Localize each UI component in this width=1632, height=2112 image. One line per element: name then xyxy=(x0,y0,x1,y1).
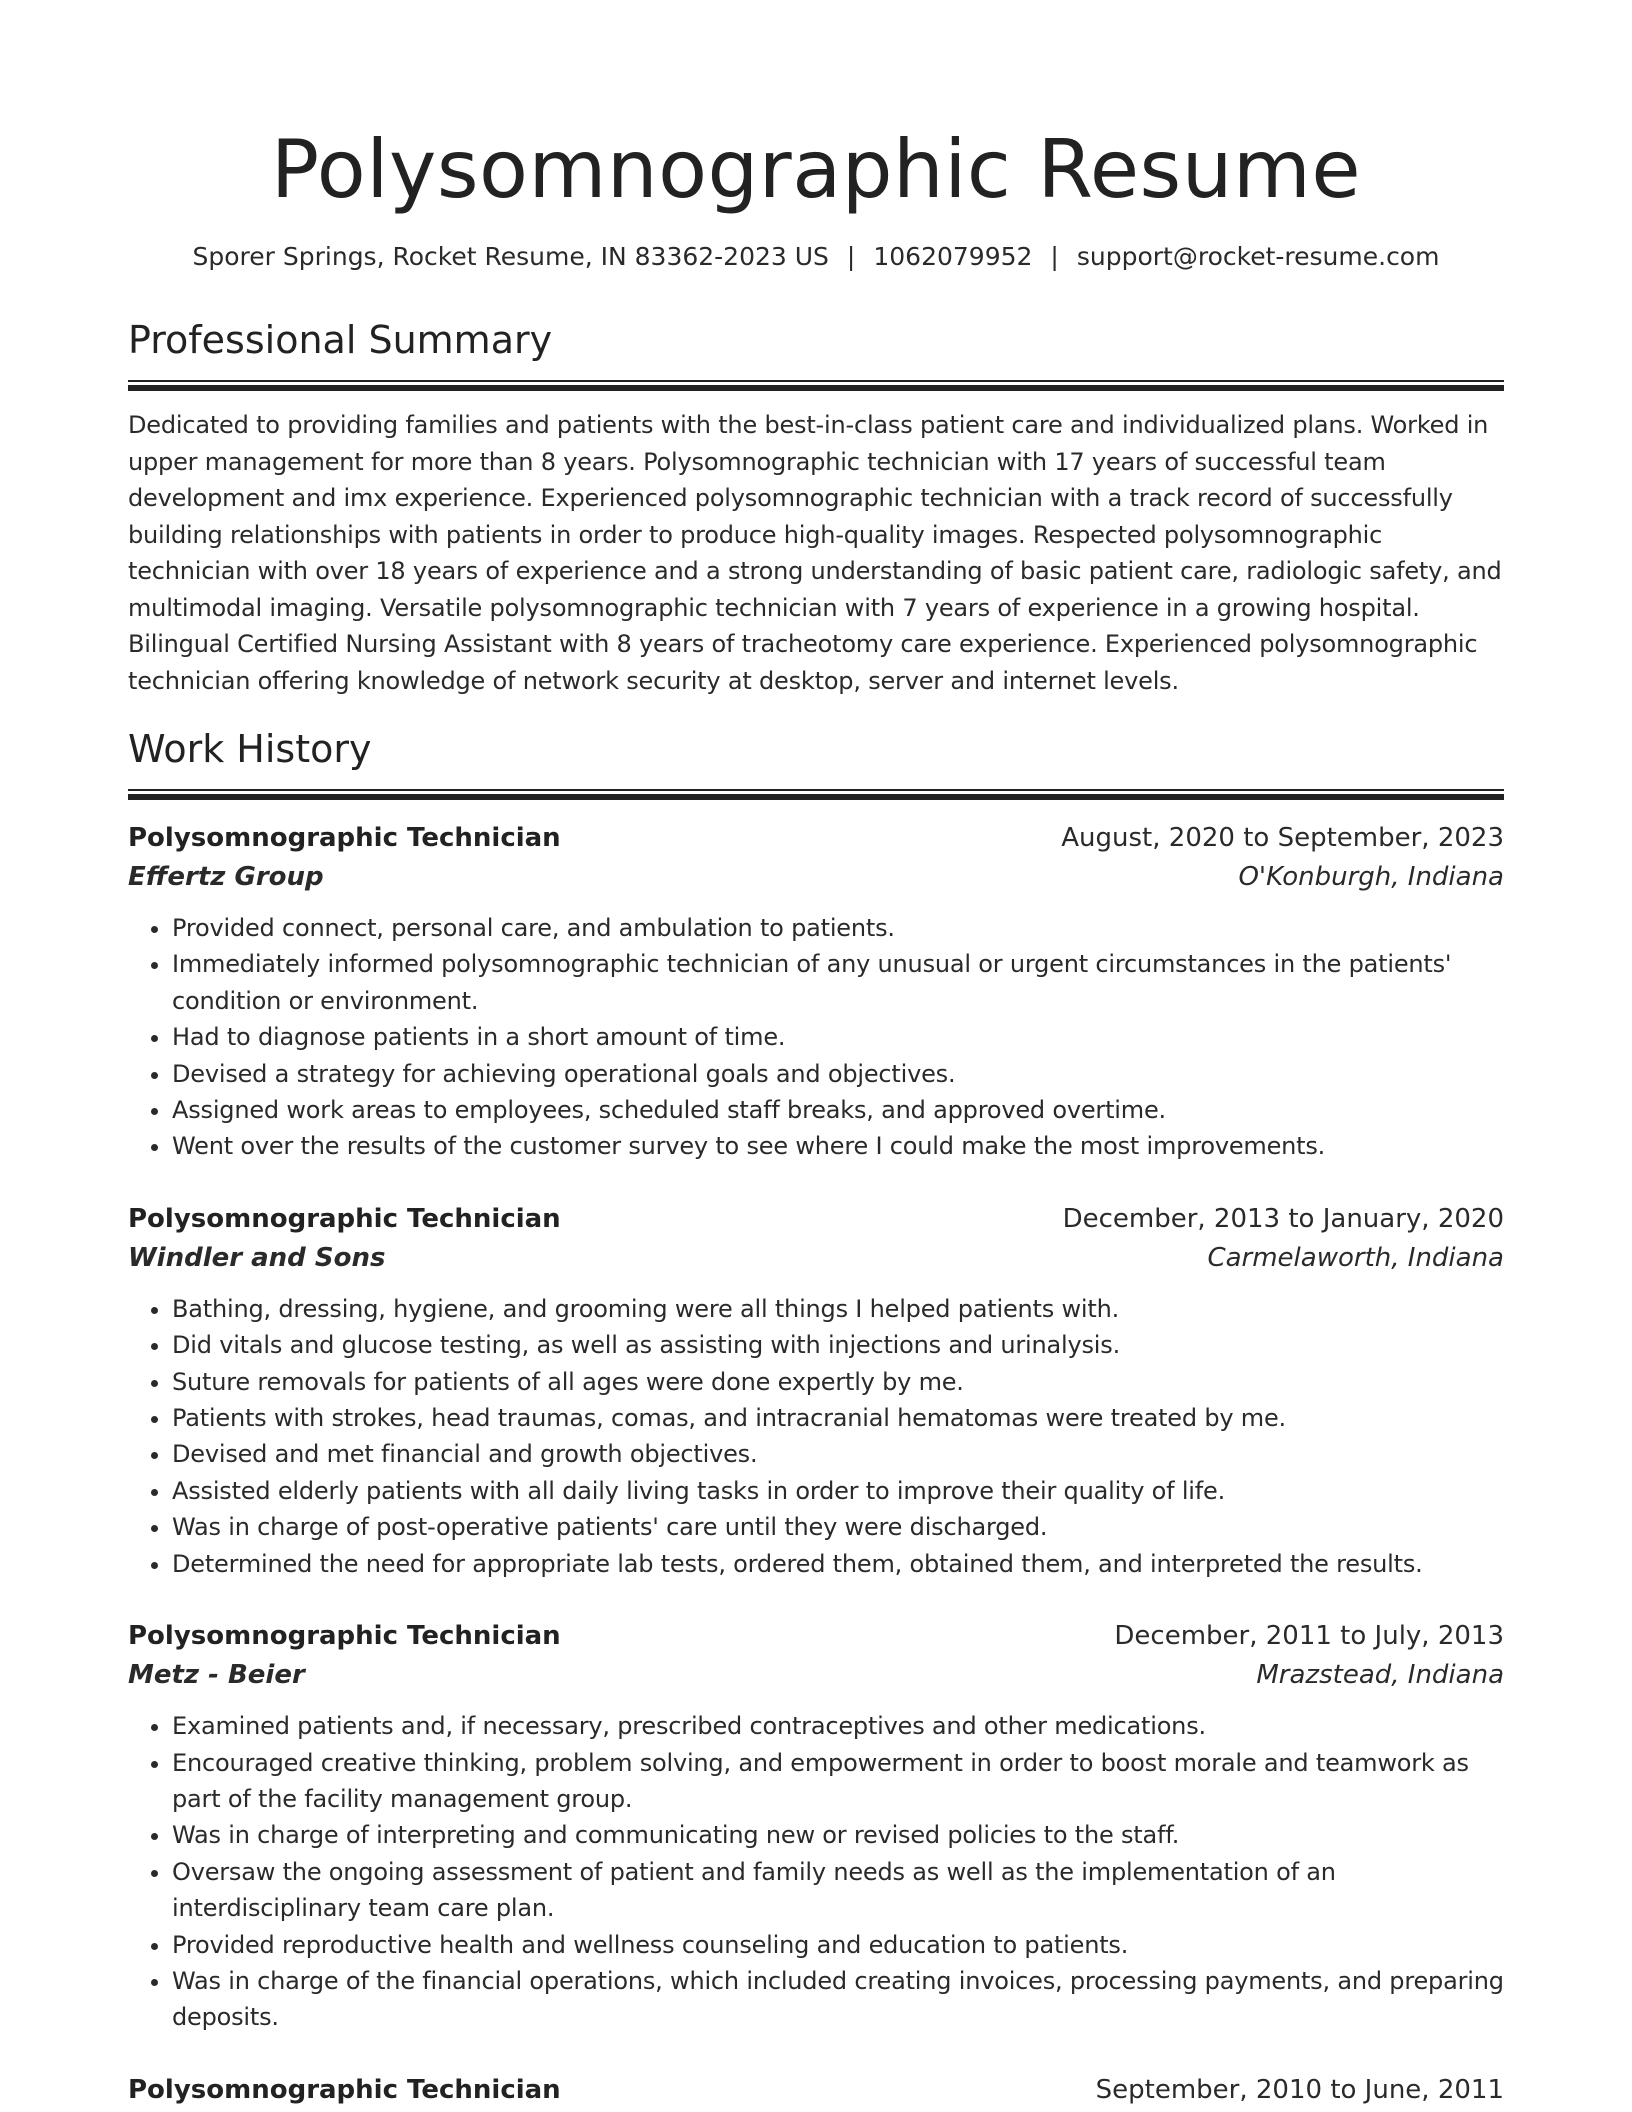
work-history-section xyxy=(128,725,1504,2110)
job-bullet: • Bathing, dressing, hygiene, and grooming were all things I helped patients with. xyxy=(172,1291,1504,1327)
job-header-row xyxy=(128,818,1504,858)
job-title: Polysomnographic Technician xyxy=(128,1621,561,1652)
job-title: Polysomnographic Technician xyxy=(128,2074,561,2105)
contact-email: support@rocket-resume.com xyxy=(1076,242,1440,271)
job-bullet: • Devised and met financial and growth objectives. xyxy=(172,1436,1504,1472)
job-dates: August, 2020 to September, 2023 xyxy=(1061,823,1504,853)
job-location: O'Konburgh, Indiana xyxy=(1238,862,1504,892)
job-company: Windler and Sons xyxy=(128,1242,386,1273)
job-header-row xyxy=(128,2070,1504,2110)
section-title-summary: Professional Summary xyxy=(128,318,553,362)
job-bullet: • Devised a strategy for achieving operational goals and objectives. xyxy=(172,1056,1504,1092)
job-location: Mrazstead, Indiana xyxy=(1256,1660,1504,1691)
job-company-row xyxy=(128,1239,1504,1277)
job-entry xyxy=(128,818,1504,1165)
job-header-row xyxy=(128,1616,1504,1656)
job-dates: September, 2010 to June, 2011 xyxy=(1095,2074,1504,2105)
job-company-row xyxy=(128,1656,1504,1694)
job-bullets xyxy=(128,1291,1504,1582)
job-company-row xyxy=(128,858,1504,896)
section-title-work-history: Work History xyxy=(128,727,372,771)
job-bullet: • Was in charge of interpreting and communicating new or revised policies to the staff. xyxy=(172,1817,1504,1853)
job-title: Polysomnographic Technician xyxy=(128,1203,561,1234)
contact-line xyxy=(128,240,1504,274)
job-bullet: • Assigned work areas to employees, scheduled staff breaks, and approved overtime. xyxy=(172,1092,1504,1128)
job-bullet: • Immediately informed polysomnographic technician of any unusual or urgent circumstances in the patients' condition or environment. xyxy=(172,946,1504,1019)
job-bullets xyxy=(128,1708,1504,2036)
resume-title: Polysomnographic Resume xyxy=(270,123,1362,216)
job-entry xyxy=(128,2070,1504,2110)
job-bullet: • Oversaw the ongoing assessment of patient and family needs as well as the implementation of an interdisciplinary team care plan. xyxy=(172,1854,1504,1927)
job-bullet: • Was in charge of the financial operations, which included creating invoices, processing payments, and preparing deposits. xyxy=(172,1963,1504,2036)
job-bullet: • Suture removals for patients of all ages were done expertly by me. xyxy=(172,1364,1504,1400)
job-dates: December, 2011 to July, 2013 xyxy=(1114,1621,1504,1652)
contact-separator: | xyxy=(846,242,856,271)
job-bullet: • Had to diagnose patients in a short amount of time. xyxy=(172,1019,1504,1055)
job-title: Polysomnographic Technician xyxy=(128,823,561,853)
job-bullet: • Determined the need for appropriate lab tests, ordered them, obtained them, and interpreted the results. xyxy=(172,1546,1504,1582)
job-bullet: • Was in charge of post-operative patients' care until they were discharged. xyxy=(172,1509,1504,1545)
job-header-row xyxy=(128,1199,1504,1239)
contact-separator: | xyxy=(1050,242,1059,271)
job-bullet: • Went over the results of the customer survey to see where I could make the most improvements. xyxy=(172,1128,1504,1164)
contact-phone: 1062079952 xyxy=(873,242,1033,271)
job-bullet: • Provided connect, personal care, and ambulation to patients. xyxy=(172,910,1504,946)
professional-summary-section xyxy=(128,316,1504,699)
job-bullet: • Encouraged creative thinking, problem solving, and empowerment in order to boost morale and teamwork as part of the facility management group. xyxy=(172,1745,1504,1818)
job-location: Carmelaworth, Indiana xyxy=(1207,1242,1504,1273)
job-bullet: • Patients with strokes, head traumas, comas, and intracranial hematomas were treated by me. xyxy=(172,1400,1504,1436)
section-divider xyxy=(128,380,1504,391)
contact-address: Sporer Springs, Rocket Resume, IN 83362-2023 US xyxy=(192,242,829,271)
job-entry xyxy=(128,1199,1504,1582)
summary-text: Dedicated to providing families and patients with the best-in-class patient care and individualized plans. Worked in upper management for more than 8 years. Polysomnographic technician with 17 years of successful team development and imx experience. Experienced polysomnographic technician with a track record of successfully building relationships with patients in order to produce high-quality images. Respected polysomnographic technician with over 18 years of experience and a strong understanding of basic patient care, radiologic safety, and multimodal imaging. Versatile polysomnographic technician with 7 years of experience in a growing hospital. Bilingual Certified Nursing Assistant with 8 years of tracheotomy care experience. Experienced polysomnographic technician offering knowledge of network security at desktop, server and internet levels. xyxy=(128,411,1502,695)
job-bullets xyxy=(128,910,1504,1165)
section-divider xyxy=(128,789,1504,800)
job-bullet: • Examined patients and, if necessary, prescribed contraceptives and other medications. xyxy=(172,1708,1504,1744)
job-company: Effertz Group xyxy=(128,862,324,892)
resume-page xyxy=(128,0,1504,2110)
job-dates: December, 2013 to January, 2020 xyxy=(1062,1203,1504,1234)
job-bullet: • Provided reproductive health and wellness counseling and education to patients. xyxy=(172,1927,1504,1963)
job-company: Metz - Beier xyxy=(128,1660,305,1691)
job-bullet: • Assisted elderly patients with all daily living tasks in order to improve their quality of life. xyxy=(172,1473,1504,1509)
job-bullet: • Did vitals and glucose testing, as well as assisting with injections and urinalysis. xyxy=(172,1327,1504,1363)
job-entry xyxy=(128,1616,1504,2036)
